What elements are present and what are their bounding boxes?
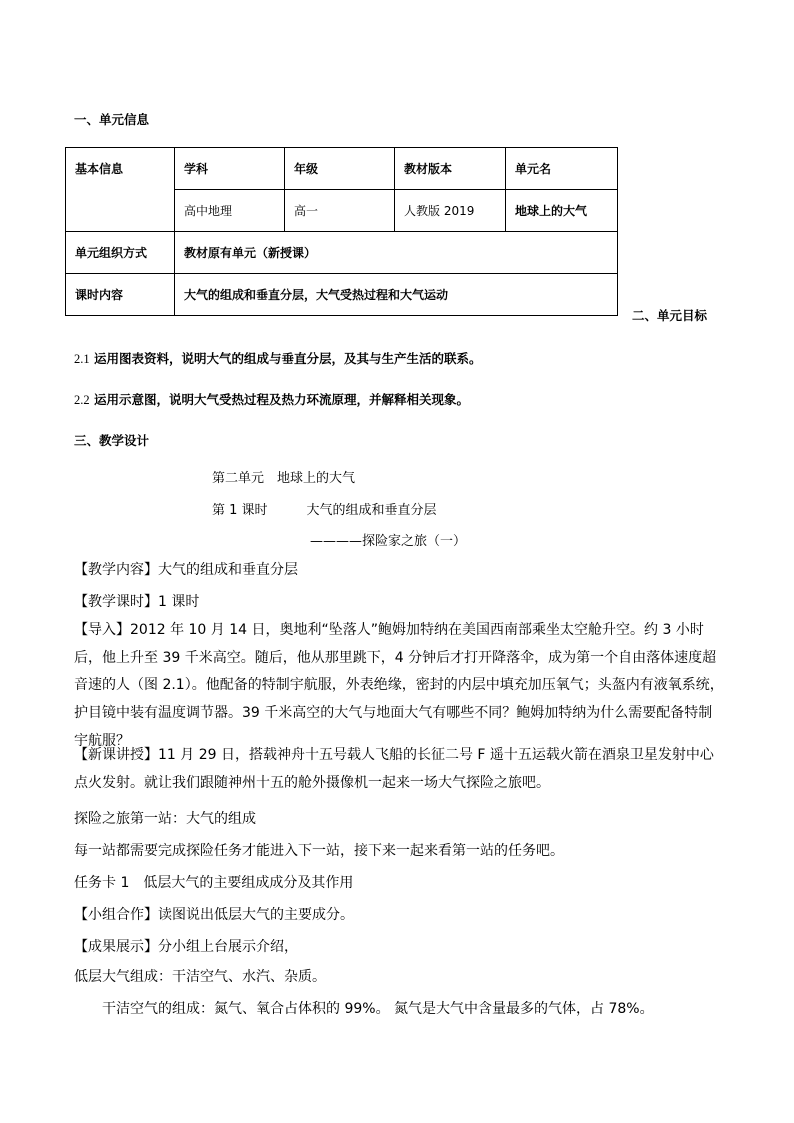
col-grade: 年级 [285, 148, 395, 190]
basic-info-label: 基本信息 [66, 148, 175, 232]
goal-text: 运用图表资料，说明大气的组成与垂直分层，及其与生产生活的联系。 [93, 351, 482, 366]
teaching-content-tag: 【教学内容】 [74, 562, 158, 578]
content-value: 大气的组成和垂直分层，大气受热过程和大气运动 [175, 274, 618, 316]
intro-tag: 【导入】 [74, 622, 130, 638]
col-unit: 单元名 [506, 148, 618, 190]
teaching-content-line [74, 559, 298, 579]
lesson-title: 第 1 课时 大气的组成和垂直分层 [212, 503, 437, 518]
subject-value: 高中地理 [175, 190, 285, 232]
teaching-hours-text: 1 课时 [158, 594, 200, 610]
col-textbook: 教材版本 [395, 148, 506, 190]
group-work-line [74, 904, 354, 924]
lecture-paragraph [74, 742, 724, 797]
intro-text: 2012 年 10 月 14 日，奥地利“坠落人”鲍姆加特纳在美国西南部乘坐太空舱升空。约 3 小时后，他上升至 39 千米高空。随后，他从那里跳下，4 分钟后才打开降落伞，成为第一个自由落体速度超音速的人（图 2.1）。他配备的特制宇航服，外表绝缘，密封的内层中填充加压氧气；头盔内有液氧系统，护目镜中装有温度调节器。39 千米高空的大气与地面大气有哪些不同？鲍姆加特纳为什么需要配备特制宇航服？ [74, 622, 724, 749]
section-heading-teaching-design: 三、教学设计 [74, 433, 150, 448]
results-text: 分小组上台展示介绍， [158, 939, 298, 955]
textbook-value: 人教版 2019 [395, 190, 506, 232]
section-heading-unit-info: 一、单元信息 [74, 112, 150, 127]
grade-value: 高一 [285, 190, 395, 232]
task-intro-line: 每一站都需要完成探险任务才能进入下一站，接下来一起来看第一站的任务吧。 [74, 843, 564, 859]
col-subject: 学科 [175, 148, 285, 190]
lecture-text: 11 月 29 日，搭载神舟十五号载人飞船的长征二号 F 遥十五运载火箭在酒泉卫星发射中心点火发射。就让我们跟随神州十五的舱外摄像机一起来一场大气探险之旅吧。 [74, 747, 714, 791]
goal-text: 运用示意图，说明大气受热过程及热力环流原理，并解释相关现象。 [93, 392, 469, 407]
group-work-text: 读图说出低层大气的主要成分。 [158, 907, 354, 923]
intro-paragraph [74, 617, 724, 756]
stop1-line: 探险之旅第一站：大气的组成 [74, 811, 256, 827]
section-heading-unit-goals: 二、单元目标 [632, 308, 708, 323]
group-work-tag: 【小组合作】 [74, 907, 158, 923]
teaching-hours-tag: 【教学课时】 [74, 594, 158, 610]
task-card-line: 任务卡 1 低层大气的主要组成成分及其作用 [74, 875, 354, 891]
unit-info-table [65, 147, 618, 316]
goal-item [74, 349, 482, 367]
org-value: 教材原有单元（新授课） [175, 232, 618, 274]
org-label: 单元组织方式 [66, 232, 175, 274]
low-atmosphere-line: 低层大气组成：干洁空气、水汽、杂质。 [74, 969, 326, 985]
lecture-tag: 【新课讲授】 [74, 747, 158, 763]
goal-number: 2.2 [74, 393, 90, 407]
content-label: 课时内容 [66, 274, 175, 316]
goal-number: 2.1 [74, 352, 90, 366]
lesson-subtitle: ————探险家之旅（一） [310, 534, 467, 549]
results-tag: 【成果展示】 [74, 939, 158, 955]
goal-item [74, 390, 469, 408]
teaching-content-text: 大气的组成和垂直分层 [158, 562, 298, 578]
teaching-hours-line [74, 591, 199, 611]
unit-title: 第二单元 地球上的大气 [212, 471, 356, 486]
results-line [74, 936, 298, 956]
unit-value: 地球上的大气 [506, 190, 618, 232]
dry-air-line: 干洁空气的组成：氮气、氧合占体积的 99%。 氮气是大气中含量最多的气体，占 78%。 [102, 1001, 654, 1017]
